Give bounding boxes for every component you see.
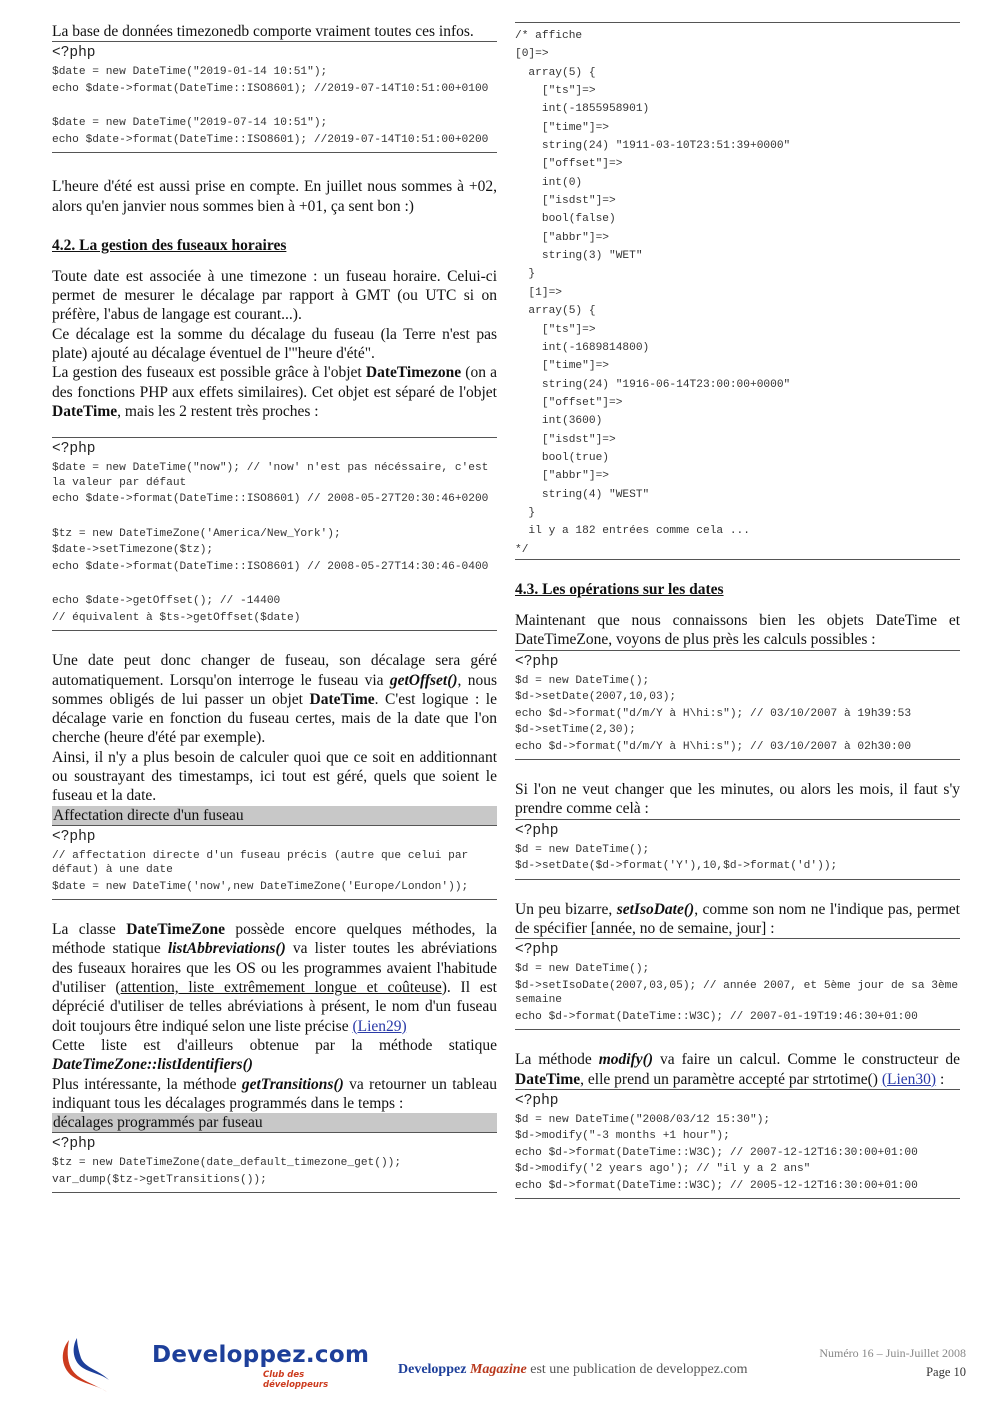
php-open-tag: <?php	[515, 653, 559, 670]
transitions-paragraph: Plus intéressante, la méthode getTransitions() va retourner un tableau indiquant tous les décalages programmés dans le temps :	[52, 1075, 498, 1112]
logo-wordmark: Developpez.com	[152, 1342, 370, 1368]
php-open-tag: <?php	[52, 1136, 96, 1153]
code-line: echo $d->format("d/m/Y à H\hi:s"); // 03/10/2007 à 02h30:00	[515, 740, 912, 753]
code-line: $d = new DateTime();	[515, 843, 650, 856]
php-open-tag: <?php	[52, 441, 96, 458]
var-dump-output: /* affiche [0]=> array(5) { ["ts"]=> int(-1855958901) ["time"]=> string(24) "1911-03-10T23:51:39+0000" ["offset"]=> int(0) ["isdst"]=> bool(false) ["abbr"]=> string(3) "WET" } [1]=> array(5) { ["ts"]=> int(-1689814800) ["time"]=> string(24) "1916-06-14T23:00:00+0000" ["offset"]=> int(3600) ["isdst"]=> bool(true) ["abbr"]=> string(4) "WEST" } il y a 182 entrées comme cela ... */	[515, 22, 960, 560]
code-line: $d = new DateTime();	[515, 963, 650, 976]
warning-underlined-text: attention, liste extrêmement longue et coûteuse	[120, 979, 442, 997]
section-4-2-heading: 4.2. La gestion des fuseaux horaires	[52, 236, 287, 254]
ainsi-paragraph: Ainsi, il n'y a plus besoin de calculer quoi que ce soit en additionnant ou soustrayant des timestamps, ici tout est géré, quels que soient le fuseau et la date.	[52, 748, 497, 805]
summer-time-paragraph: L'heure d'été est aussi prise en compte. En juillet nous sommes à +02, alors qu'en janvier nous sommes bien à +01, ça sent bon :)	[52, 178, 497, 215]
logo-tagline: Club des développeurs	[263, 1370, 329, 1390]
code-line: echo $d->format(DateTime::W3C); // 2007-01-19T19:46:30+01:00	[515, 1010, 918, 1023]
php-open-tag: <?php	[515, 942, 559, 959]
code-line: $d = new DateTime("2008/03/12 15:30");	[515, 1113, 771, 1126]
code-block-5	[515, 650, 960, 761]
code-line: $d->setDate(2007,10,03);	[515, 691, 677, 704]
code-line: $date = new DateTime("2019-07-14 10:51");	[52, 117, 328, 130]
code-line: echo $d->format("d/m/Y à H\hi:s"); // 03/10/2007 à 19h39:53	[515, 707, 912, 720]
code-line: $tz = new DateTimeZone('America/New_York');	[52, 527, 341, 540]
code-block-3	[52, 825, 497, 901]
code-block-2	[52, 437, 497, 631]
class-paragraph: La classe DateTimeZone possède encore quelques méthodes, la méthode statique listAbbreviations() va lister toutes les abréviations des fuseaux horaires que les OS ou les programmes avaient l'habitude d'utiliser (attention, liste extrêmement longue et coûteuse). Il est déprécié d'utiliser de telles abréviations à présent, le nom d'un fuseau doit toujours être indiqué selon une liste précise (Lien29)	[52, 921, 498, 1035]
php-open-tag: <?php	[515, 822, 559, 839]
code-line: $date->setTimezone($tz);	[52, 544, 214, 557]
code-line: $d->setTime(2,30);	[515, 724, 636, 737]
code-block-4	[52, 1132, 497, 1193]
page-footer	[0, 1330, 992, 1404]
caption-bar-affectation: Affectation directe d'un fuseau	[52, 806, 497, 825]
code-line: $date = new DateTime("2019-01-14 10:51");	[52, 66, 328, 79]
list-identifiers-paragraph: Cette liste est d'ailleurs obtenue par la méthode statique DateTimeZone::listIdentifiers()	[52, 1036, 497, 1074]
link-lien29[interactable]: (Lien29)	[352, 1017, 407, 1035]
code-line: echo $d->format(DateTime::W3C); // 2007-12-12T16:30:00+01:00	[515, 1146, 918, 1159]
code-line: $date = new DateTime('now',new DateTimeZone('Europe/London'));	[52, 880, 469, 893]
modify-paragraph: La méthode modify() va faire un calcul. Comme le constructeur de DateTime, elle prend un paramètre accepté par strtotime() (Lien30) :	[515, 1051, 960, 1088]
code-line: $d->modify('2 years ago'); // "il y a 2 ans"	[515, 1163, 811, 1176]
intro-paragraph: La base de données timezonedb comporte vraiment toutes ces infos.	[52, 23, 474, 40]
code-block-8	[515, 1089, 960, 1200]
code-line: $date = new DateTime("now"); // 'now' n'est pas nécéssaire, c'est la valeur par défaut	[52, 462, 496, 489]
code-line: $d->setDate($d->format('Y'),10,$d->format('d'));	[515, 860, 838, 873]
developpez-logo[interactable]	[55, 1334, 370, 1390]
code-line: $d->modify("-3 months +1 hour");	[515, 1130, 730, 1143]
timezone-paragraph-3: La gestion des fuseaux est possible grâce à l'objet DateTimezone (on a des fonctions PHP aux effets similaires). Cet objet est séparé de l'objet DateTime, mais les 2 restent très proches :	[52, 364, 497, 420]
link-lien30[interactable]: (Lien30)	[881, 1070, 937, 1088]
caption-bar-transitions: décalages programmés par fuseau	[52, 1113, 497, 1132]
php-open-tag: <?php	[52, 828, 96, 845]
swoosh-logo-icon	[55, 1334, 115, 1394]
code-line: echo $date->format(DateTime::ISO8601); //2019-07-14T10:51:00+0100	[52, 82, 489, 95]
code-line: var_dump($tz->getTransitions());	[52, 1173, 267, 1186]
code-line: echo $date->format(DateTime::ISO8601); //2019-07-14T10:51:00+0200	[52, 133, 489, 146]
php-open-tag: <?php	[515, 1092, 559, 1109]
code-line: $d = new DateTime();	[515, 674, 650, 687]
timezone-paragraph-2: Ce décalage est la somme du décalage du fuseau (la Terre n'est pas plate) ajouté au décalage éventuel de l'"heure d'été".	[52, 325, 497, 363]
code-line: echo $date->format(DateTime::ISO8601) // 2008-05-27T14:30:46-0400	[52, 560, 489, 573]
isodate-paragraph: Un peu bizarre, setIsoDate(), comme son nom ne l'indique pas, permet de spécifier [année, no de semaine, jour] :	[515, 900, 960, 937]
code-line: echo $date->getOffset(); // -14400	[52, 595, 281, 608]
offset-paragraph: Une date peut donc changer de fuseau, son décalage sera géré automatiquement. Lorsqu'on interroge le fuseau via getOffset(), nous sommes obligés de lui passer un objet DateTime. C'est logique : le décalage varie en fonction du fuseau certes, mais de la date que l'on cherche (heure d'été par exemple).	[52, 652, 497, 747]
code-line: $tz = new DateTimeZone(date_default_timezone_get());	[52, 1157, 402, 1170]
left-column	[52, 22, 497, 1193]
code-block-7	[515, 938, 965, 1030]
code-block-1	[52, 41, 497, 153]
code-line: echo $date->format(DateTime::ISO8601) // 2008-05-27T20:30:46+0200	[52, 493, 489, 506]
code-line: // équivalent à $ts->getOffset($date)	[52, 611, 301, 624]
issue-number: Numéro 16 – Juin-Juillet 2008	[819, 1346, 966, 1360]
page-number: Page 10	[926, 1365, 966, 1379]
timezone-paragraph-1: Toute date est associée à une timezone : un fuseau horaire. Celui-ci permet de mesurer le décalage par rapport à GMT (ou UTC si on préfère, l'abus de langage est courant...).	[52, 267, 497, 324]
php-open-tag: <?php	[52, 45, 96, 62]
publication-line: Developpez Magazine est une publication de developpez.com	[398, 1362, 748, 1377]
code-block-6	[515, 819, 960, 880]
code-line: // affectation directe d'un fuseau précis (autre que celui par défaut) à une date	[52, 849, 475, 877]
code-line: $d->setIsoDate(2007,03,05); // année 2007, et 5ème jour de sa 3ème semaine	[515, 979, 965, 1007]
minutes-paragraph: Si l'on ne veut changer que les minutes, ou alors les mois, il faut s'y prendre comme celà :	[515, 781, 960, 818]
right-column	[515, 22, 965, 1199]
operations-paragraph: Maintenant que nous connaissons bien les objets DateTime et DateTimeZone, voyons de plus près les calculs possibles :	[515, 611, 960, 649]
section-4-3-heading: 4.3. Les opérations sur les dates	[515, 580, 724, 598]
code-line: echo $d->format(DateTime::W3C); // 2005-12-12T16:30:00+01:00	[515, 1179, 918, 1192]
